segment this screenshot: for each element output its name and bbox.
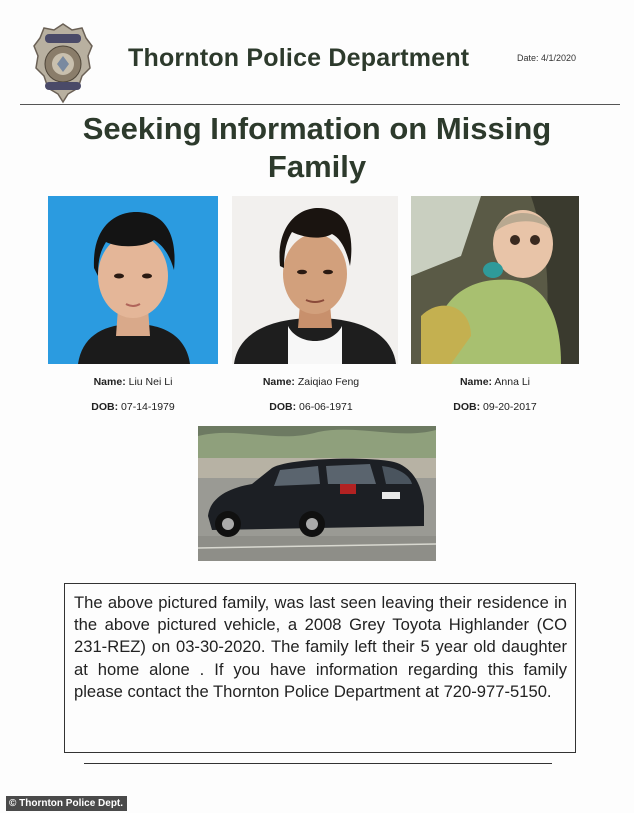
caption-person-1-dob: DOB: 07-14-1979 [91,401,175,413]
caption-person-2-dob: DOB: 06-06-1971 [269,401,353,413]
page-headline [40,110,594,186]
headline-line-1: Seeking Information on Missing [82,111,552,146]
police-badge-icon [32,22,94,104]
photo-vehicle [198,426,436,561]
caption-person-3-dob: DOB: 09-20-2017 [453,401,537,413]
caption-person-1-name: Name: Liu Nei Li [93,376,173,388]
photo-zaiqiao-feng [232,196,398,364]
footer-divider [84,763,552,764]
headline-line-2: Family [267,149,367,184]
photo-anna-li [411,196,579,364]
caption-person-2-name: Name: Zaiqiao Feng [262,376,360,388]
department-title: Thornton Police Department [128,44,470,72]
notice-text-box: The above pictured family, was last seen leaving their residence in the above pictured vehicle, a 2008 Grey Toyota Highlander (CO 231-REZ) on 03-30-2020. The family left their 5 year old daughter at home alone . If you have information regarding this family please contact the Thornton Police Department at 720-977-5150. [64,583,576,753]
header-divider [20,104,620,105]
photo-liu-nei-li [48,196,218,364]
photo-credit: © Thornton Police Dept. [6,796,127,811]
flyer-date: Date: 4/1/2020 [517,53,577,63]
caption-person-3-name: Name: Anna Li [459,376,531,388]
